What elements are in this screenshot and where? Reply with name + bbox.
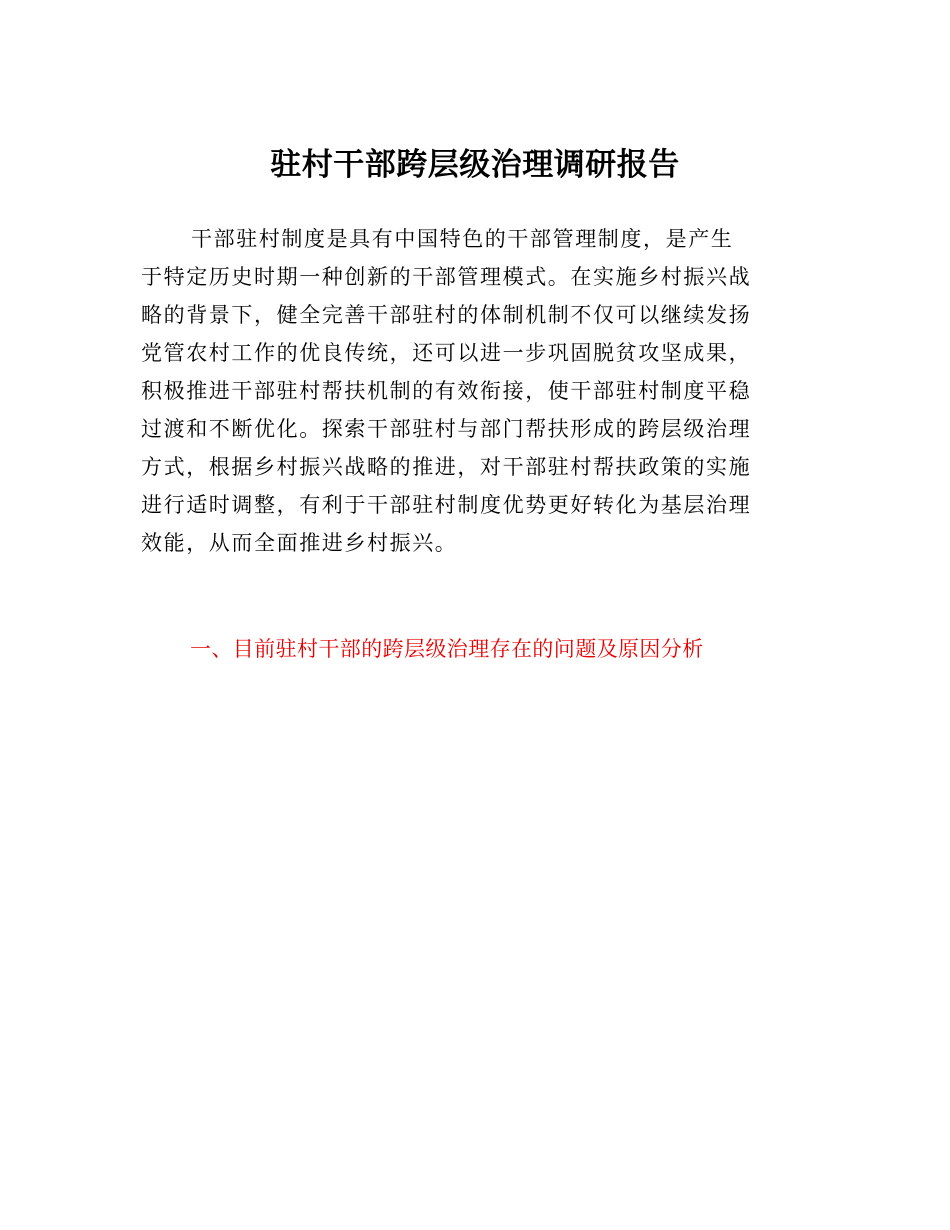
paragraph-line: 进行适时调整，有利于干部驻村制度优势更好转化为基层治理 bbox=[141, 493, 752, 517]
paragraph-line: 方式，根据乡村振兴战略的推进，对干部驻村帮扶政策的实施 bbox=[141, 455, 752, 479]
section-heading: 一、目前驻村干部的跨层级治理存在的问题及原因分析 bbox=[190, 637, 704, 661]
paragraph-line: 积极推进干部驻村帮扶机制的有效衔接，使干部驻村制度平稳 bbox=[141, 379, 752, 403]
intro-paragraph bbox=[141, 220, 813, 562]
document-title: 驻村干部跨层级治理调研报告 bbox=[270, 147, 680, 183]
paragraph-line: 干部驻村制度是具有中国特色的干部管理制度，是产生 bbox=[191, 227, 734, 251]
paragraph-line: 党管农村工作的优良传统，还可以进一步巩固脱贫攻坚成果， bbox=[141, 341, 752, 365]
paragraph-line: 效能，从而全面推进乡村振兴。 bbox=[141, 531, 458, 555]
paragraph-line: 于特定历史时期一种创新的干部管理模式。在实施乡村振兴战 bbox=[141, 265, 752, 289]
paragraph-line: 过渡和不断优化。探索干部驻村与部门帮扶形成的跨层级治理 bbox=[141, 417, 752, 441]
paragraph-line: 略的背景下，健全完善干部驻村的体制机制不仅可以继续发扬 bbox=[141, 303, 752, 327]
